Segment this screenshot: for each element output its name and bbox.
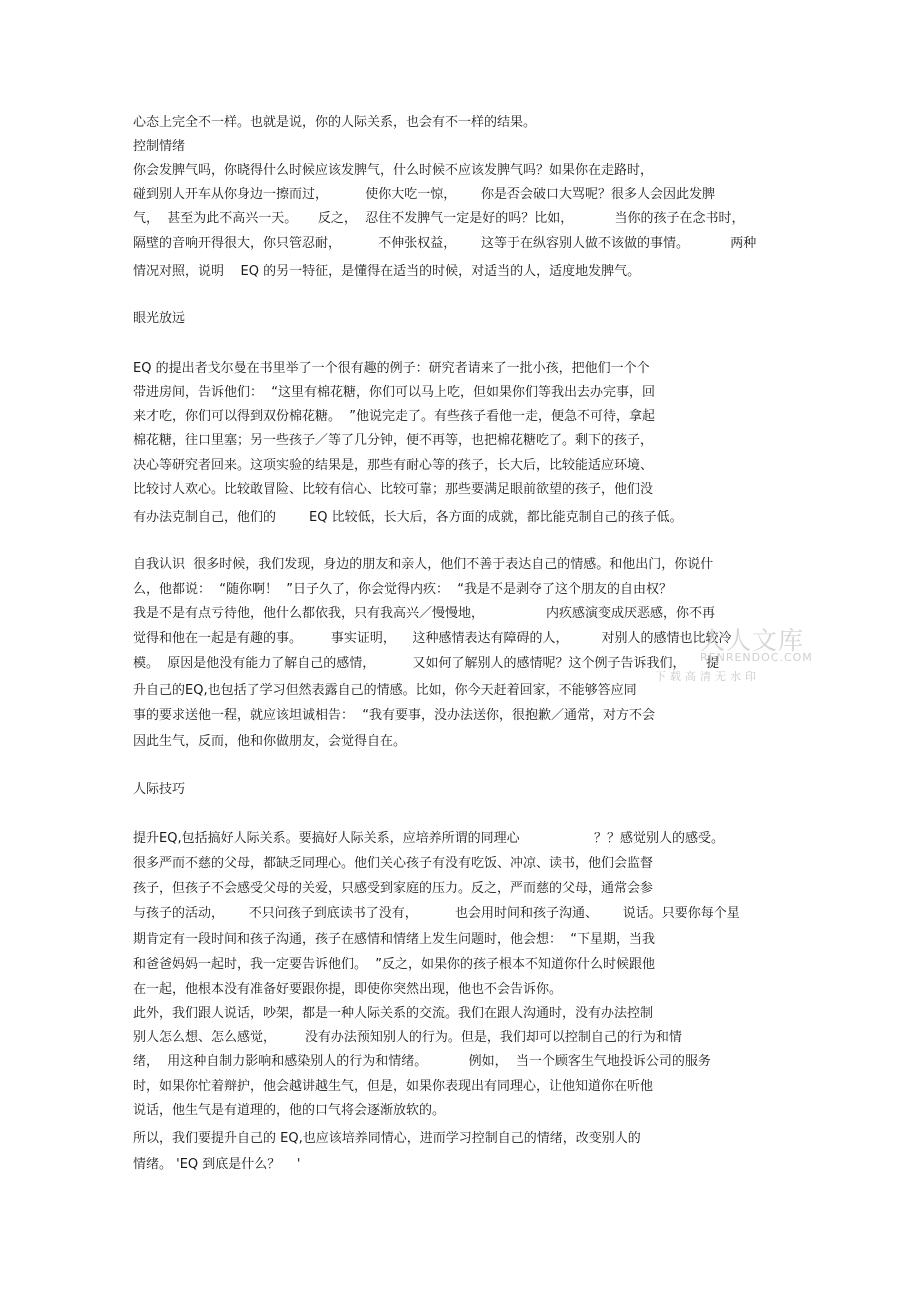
paragraph-line: 别人怎么想、怎么感觉， 没有办法预知别人的行为。但是，我们却可以控制自己的行为和情: [133, 1030, 682, 1045]
paragraph-line: 你会发脾气吗，你晓得什么时候应该发脾气，什么时候不应该发脾气吗？如果你在走路时，: [133, 163, 654, 178]
paragraph-line: 我是不是有点亏待他，他什么都依我，只有我高兴／慢慢地， 内疚感演变成厌恶感，你不再: [133, 606, 715, 621]
paragraph-line: 气， 甚至为此不高兴一天。 反之， 忍住不发脾气一定是好的吗？比如， 当你的孩子在念书时，: [133, 211, 745, 226]
paragraph-line: 孩子，但孩子不会感受父母的关爱，只感受到家庭的压力。反之，严而慈的父母，通常会参: [133, 881, 654, 896]
paragraph-line: 在一起，他根本没有准备好要跟你提，即使你突然出现，他也不会告诉你。: [133, 982, 563, 997]
paragraph-line: 时，如果你忙着辩护，他会越讲越生气，但是，如果你表现出有同理心，让他知道你在听他: [133, 1079, 654, 1094]
paragraph-line: 情况对照，说明 EQ 的另一特征，是懂得在适当的时候，对适当的人，适度地发脾气。: [133, 264, 641, 279]
paragraph-line: 所以，我们要提升自己的 EQ,也应该培养同情心，进而学习控制自己的情绪，改变别人的: [133, 1131, 641, 1146]
paragraph-line: 因此生气，反而，他和你做朋友，会觉得自在。: [133, 734, 407, 749]
paragraph-line: EQ 的提出者戈尔曼在书里举了一个很有趣的例子：研究者请来了一批小孩，把他们一个个: [133, 361, 650, 376]
paragraph-line: 有办法克制自己，他们的 EQ 比较低，长大后，各方面的成就，都比能克制自己的孩子低。: [133, 510, 683, 525]
paragraph-line: 模。 原因是他没有能力了解自己的感情， 又如何了解别人的感情呢？这个例子告诉我们， 提: [133, 656, 720, 671]
paragraph-line: 决心等研究者回来。这项实验的结果是，那些有耐心等的孩子，长大后，比较能适应环境、: [133, 458, 654, 473]
paragraph-line: 棉花糖，往口里塞；另一些孩子／等了几分钟，便不再等，也把棉花糖吃了。剩下的孩子，: [133, 433, 654, 448]
paragraph-line: 带进房间，告诉他们： “这里有棉花糖，你们可以马上吃，但如果你们等我出去办完事，回: [133, 385, 656, 400]
watermark-subtitle: 下载高清无水印: [655, 670, 760, 683]
paragraph-line: 期肯定有一段时间和孩子沟通，孩子在感情和情绪上发生问题时，他会想： “下星期，当我: [133, 932, 656, 947]
paragraph-line: 和爸爸妈妈一起时，我一定要告诉他们。 ”反之，如果你的孩子根本不知道你什么时候跟他: [133, 957, 656, 972]
paragraph-line: 来才吃，你们可以得到双份棉花糖。 ”他说完走了。有些孩子看他一走，便急不可待，拿起: [133, 409, 656, 424]
paragraph-line: 心态上完全不一样。也就是说，你的人际关系，也会有不一样的结果。: [133, 115, 537, 130]
paragraph-line: 比较讨人欢心。比较敢冒险、比较有信心、比较可靠；那些要满足眼前欲望的孩子，他们没: [133, 482, 654, 497]
paragraph-line: 绪， 用这种自制力影响和感染别人的行为和情绪。 例如， 当一个顾客生气地投诉公司的服务: [133, 1054, 711, 1069]
paragraph-line: 此外，我们跟人说话，吵架，都是一种人际关系的交流。我们在跟人沟通时，没有办法控制: [133, 1006, 654, 1021]
paragraph-line: 碰到别人开车从你身边一擦而过， 使你大吃一惊， 你是否会破口大骂呢？很多人会因此发脾: [133, 187, 715, 202]
paragraph-line: 与孩子的活动， 不只问孩子到底读书了没有， 也会用时间和孩子沟通、 说话。只要你每个星: [133, 906, 740, 921]
watermark-url: RENRENDOC.COM: [700, 651, 813, 664]
paragraph-line: 隔壁的音响开得很大，你只管忍耐， 不伸张权益， 这等于在纵容别人做不该做的事情。 两种: [133, 236, 757, 251]
paragraph-line: 自我认识 很多时候，我们发现，身边的朋友和亲人，他们不善于表达自己的情感。和他出门，你说什: [133, 557, 714, 572]
paragraph-line: 升自己的EQ,也包括了学习但然表露自己的情感。比如，你今天赶着回家，不能够答应同: [133, 683, 637, 698]
paragraph-line: 提升EQ,包括搞好人际关系。要搞好人际关系，应培养所谓的同理心 ？？感觉别人的感受。: [133, 831, 724, 846]
paragraph-line: 事的要求送他一程，就应该坦诚相告： “我有要事，没办法送你，很抱歉／通常，对方不会: [133, 708, 656, 723]
paragraph-line: 觉得和他在一起是有趣的事。 事实证明， 这种感情表达有障碍的人， 对别人的感情也比较冷: [133, 631, 732, 646]
paragraph-line: 么，他都说： “随你啊！ ”日子久了，你会觉得内疚： “我是不是剥夺了这个朋友的自由权？: [133, 582, 672, 597]
section-heading: 控制情绪: [133, 139, 186, 154]
paragraph-line: 很多严而不慈的父母，都缺乏同理心。他们关心孩子有没有吃饭、冲凉、读书，他们会监督: [133, 856, 654, 871]
section-heading: 人际技巧: [133, 782, 186, 797]
paragraph-line: 情绪。 'EQ 到底是什么？ ': [133, 1157, 301, 1172]
watermark-title: 人人文库: [700, 626, 805, 655]
section-heading: 眼光放远: [133, 311, 186, 326]
paragraph-line: 说话，他生气是有道理的，他的口气将会逐渐放软的。: [133, 1103, 446, 1118]
